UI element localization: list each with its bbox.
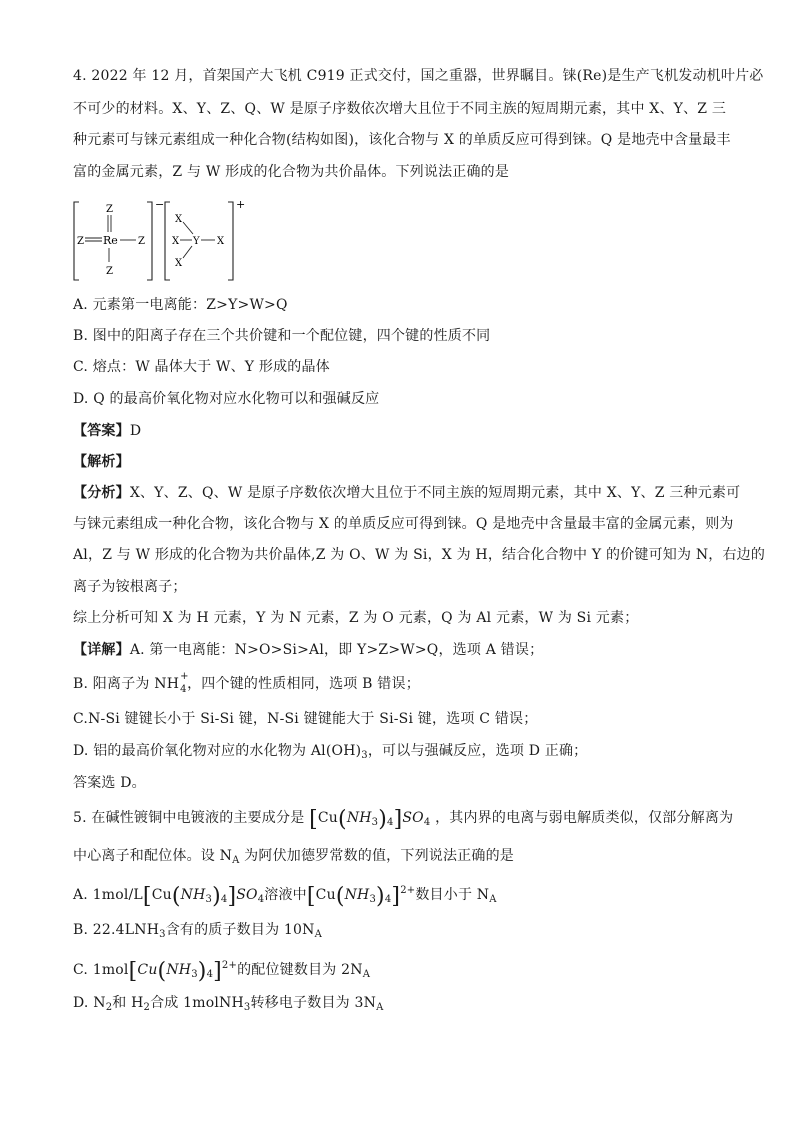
- q5-d-mid1: 和 H: [112, 995, 144, 1011]
- q5-b-post: 含有的质子数目为 10N: [165, 922, 315, 938]
- anion-ligand-left: Z: [77, 236, 84, 247]
- anion-ligand-right: Z: [138, 236, 145, 247]
- q5-a-so-sub4: 4: [257, 894, 265, 905]
- q5-stem-line-1: [73, 808, 733, 833]
- q5-d-mid2: 合成 1molNH: [150, 995, 244, 1011]
- cation-bond-top: [183, 222, 193, 234]
- q5-nh: NH: [346, 810, 372, 826]
- q5-line2-sub: A: [232, 855, 240, 866]
- q5-option-d: [73, 993, 383, 1018]
- detail-b-sup: +: [180, 671, 189, 682]
- q4-answer: [73, 421, 141, 441]
- q4-summary: 综上分析可知 X 为 H 元素，Y 为 N 元素，Z 为 O 元素，Q 为 Al 元素，W 为 Si 元素；: [73, 610, 639, 626]
- q4-option-a: A. 元素第一电离能：Z>Y>W>Q: [73, 297, 288, 313]
- q5-so: SO: [402, 810, 424, 826]
- q5-c-sub3: 3: [191, 969, 198, 980]
- q5-d-post: 转移电子数目为 3N: [250, 995, 377, 1011]
- anion-charge: −: [155, 198, 165, 211]
- cation-ligand-right: X: [217, 236, 225, 247]
- detail-b-post: ，四个键的性质相同，选项 B 错误；: [187, 676, 420, 692]
- q4-detail-a: [73, 640, 543, 660]
- anion-bracket-right: [147, 202, 152, 280]
- q5-option-c: C. $1mol[Cu(NH_3)_4]^{2+}$的配位键数目为 $2N_A$: [73, 959, 371, 984]
- q5-a-nh: NH: [180, 887, 206, 903]
- q4-stem-line-3: 种元素可与铼元素组成一种化合物(结构如图)，该化合物与 X 的单质反应可得到铼。Q 是地壳中含量最丰: [73, 132, 731, 148]
- q5-so-sub4: 4: [423, 817, 431, 828]
- q4-detail-d: [73, 741, 587, 766]
- q5-a-so: SO: [236, 887, 258, 903]
- q5-option-a: A. $1mol/L[Cu(NH_3)_4]SO_4$溶液中$[Cu(NH_3)_4]^{2+}$数目小于 $N_A$: [73, 884, 497, 909]
- q5-c-nh: NH: [166, 962, 192, 978]
- q5-d-sub-A: A: [376, 1002, 384, 1013]
- q5-option-b: [73, 920, 322, 945]
- q5-d-sub3: 3: [243, 1002, 251, 1013]
- q5-a-sub3b: 3: [369, 894, 377, 905]
- cation-center-atom: Y: [193, 236, 200, 247]
- analysis-label: 【解析】: [73, 454, 130, 470]
- q5-a-cu2: Cu: [315, 887, 336, 903]
- q5-a-post: 数目小于 N: [415, 887, 490, 903]
- cation-ligand-top: X: [175, 214, 183, 225]
- q5-a-sub3: 3: [205, 894, 213, 905]
- q5-a-charge: 2+: [400, 885, 416, 896]
- q5-a-cu: Cu: [151, 887, 172, 903]
- q4-analysis-line-2: 与铼元素组成一种化合物，该化合物与 X 的单质反应可得到铼。Q 是地壳中含量最丰富的金属元素，则为: [73, 516, 734, 532]
- answer-label: 【答案】: [73, 423, 130, 439]
- q5-c-sub-A: A: [362, 969, 371, 980]
- q4-conclusion: 答案选 D。: [73, 775, 146, 791]
- cation-bracket-right: [228, 202, 233, 280]
- cation-charge: +: [236, 198, 246, 211]
- q5-d-sub2a: 2: [105, 1002, 113, 1013]
- q5-line1-post: ，其内界的电离与弱电解质类似，仅部分解离为: [435, 810, 734, 826]
- cation-ligand-left: X: [172, 236, 180, 247]
- q5-c-cu: Cu: [137, 962, 158, 978]
- analysis-prefix: 【分析】: [73, 485, 130, 501]
- q5-sub3: 3: [371, 817, 379, 828]
- q5-a-mid: 溶液中: [264, 887, 307, 903]
- q5-b-sub-A: A: [314, 929, 323, 940]
- q5-c-charge: 2+: [221, 960, 238, 971]
- q5-a-nh2: NH: [344, 887, 370, 903]
- cation-ligand-bottom: X: [175, 258, 183, 269]
- q4-stem-line-1: 4. 2022 年 12 月，首架国产大飞机 C919 正式交付，国之重器，世界瞩目。铼(Re)是生产飞机发动机叶片必: [73, 68, 764, 84]
- detail-d-sub: 3: [361, 750, 368, 761]
- detail-d-post: ，可以与强碱反应，选项 D 正确；: [367, 743, 588, 759]
- detail-b-ion: NH: [154, 676, 180, 692]
- cation-bracket-left: [165, 202, 170, 280]
- detail-b-scripts: [179, 671, 189, 695]
- q5-line2-post: 为阿伏加德罗常数的值，下列说法正确的是: [239, 848, 514, 864]
- q4-analysis-line-1: [73, 483, 740, 503]
- q5-c-post: 的配位键数目为 2N: [237, 962, 363, 978]
- q4-stem-line-4: 富的金属元素，Z 与 W 形成的化合物为共价晶体。下列说法正确的是: [73, 164, 510, 180]
- anion-center-atom: Re: [103, 234, 118, 247]
- detail-a-text: A. 第一电离能：N>O>Si>Al，即 Y>Z>W>Q，选项 A 错误；: [129, 642, 544, 658]
- q5-cu: Cu: [317, 810, 339, 826]
- q4-option-b: B. 图中的阳离子存在三个共价键和一个配位键，四个键的性质不同: [73, 328, 491, 344]
- q5-b-pre: B. 22.4LNH: [73, 922, 160, 938]
- q4-option-c: C. 熔点：W 晶体大于 W、Y 形成的晶体: [73, 359, 330, 375]
- anion-ligand-bottom: Z: [106, 266, 113, 277]
- q4-analysis-line-3: Al，Z 与 W 形成的化合物为共价晶体,Z 为 O、W 为 Si，X 为 H，结合化合物中 Y 的价键可知为 N，右边的: [73, 547, 766, 563]
- q4-option-d: D. Q 的最高价氧化物对应水化物可以和强碱反应: [73, 391, 380, 407]
- compound-structure-diagram: [73, 198, 253, 282]
- q4-detail-c: C.N-Si 键键长小于 Si-Si 键，N-Si 键键能大于 Si-Si 键，选项 C 错误；: [73, 711, 538, 727]
- q5-a-sub4: 4: [220, 894, 228, 905]
- q5-a-sub-A: A: [489, 894, 497, 905]
- q4-analysis-line-4: 离子为铵根离子；: [73, 579, 187, 595]
- detail-d-pre: D. 铝的最高价氧化物对应的水化物为 Al(OH): [73, 743, 362, 759]
- q5-c-pre: C. 1mol: [73, 962, 129, 978]
- q5-line2-pre: 中心离子和配位体。设 N: [73, 848, 233, 864]
- q4-stem-line-2: 不可少的材料。X、Y、Z、Q、W 是原子序数依次增大且位于不同主族的短周期元素，其中 X、Y、Z 三: [73, 101, 727, 117]
- q5-a-sub4b: 4: [384, 894, 392, 905]
- q5-b-sub3: 3: [159, 929, 166, 940]
- structure-svg: [73, 198, 253, 282]
- q5-c-sub4: 4: [206, 969, 214, 980]
- q5-stem-line-2: [73, 846, 514, 871]
- q5-d-pre: D. N: [73, 995, 106, 1011]
- q4-detail-b: [73, 671, 420, 695]
- q5-line1-pre: 5. 在碱性镀铜中电镀液的主要成分是: [73, 810, 305, 826]
- q4-analysis-heading: [73, 452, 130, 472]
- q5-a-pre: A. 1mol/L: [73, 887, 143, 903]
- q5-sub4: 4: [387, 817, 394, 828]
- analysis-text-1: X、Y、Z、Q、W 是原子序数依次增大且位于不同主族的短周期元素，其中 X、Y、Z 三种元素可: [129, 485, 741, 501]
- q5-complex-formula: $[Cu(NH_3)_4]SO_4$: [309, 807, 431, 832]
- cation-bond-bottom: [183, 246, 192, 258]
- anion-ligand-top: Z: [106, 204, 113, 215]
- q5-d-sub2b: 2: [143, 1002, 151, 1013]
- answer-value: D: [129, 423, 142, 439]
- detail-b-sub: 4: [180, 684, 187, 695]
- detail-b-pre: B. 阳离子为: [73, 676, 155, 692]
- detail-prefix: 【详解】: [73, 642, 130, 658]
